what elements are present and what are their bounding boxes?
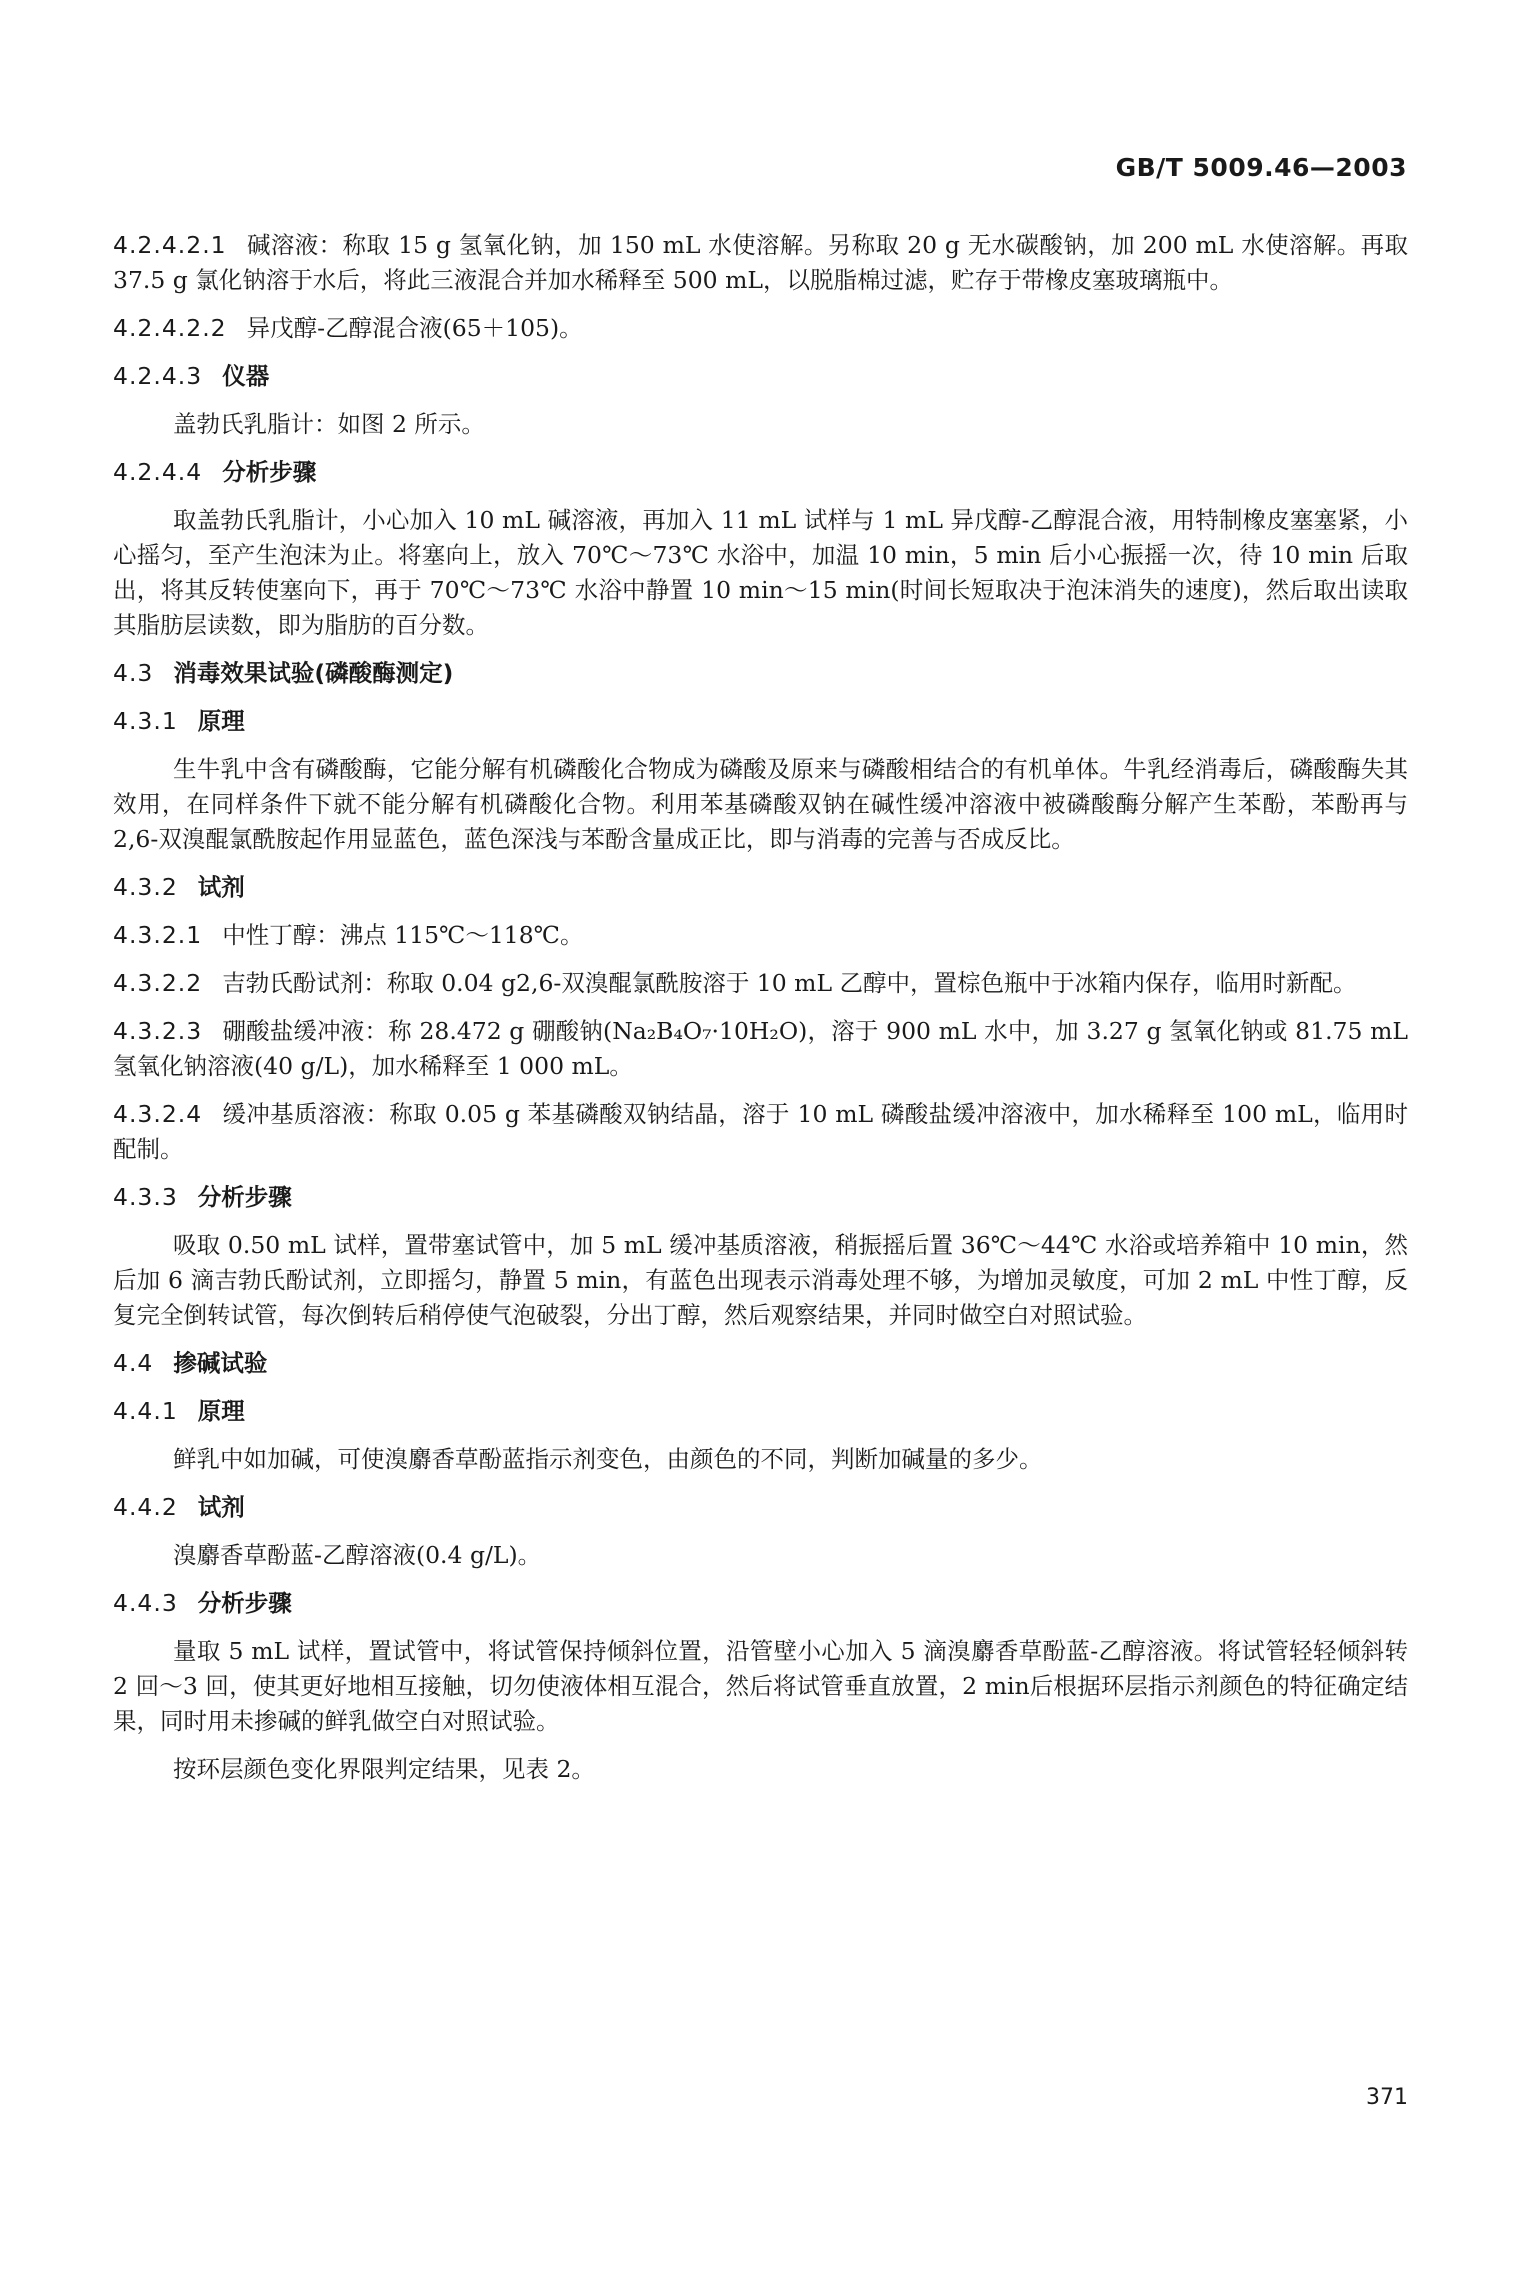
heading-title: 原理 — [197, 1397, 245, 1425]
clause-4-2-4-2-1 — [113, 228, 1408, 298]
clause-4-2-4-2-2 — [113, 311, 1408, 346]
heading-4-4-1 — [113, 1394, 1408, 1429]
clause-text: 硼酸盐缓冲液：称 28.472 g 硼酸钠(Na₂B₄O₇·10H₂O)，溶于 900 mL 水中，加 3.27 g 氢氧化钠或 81.75 mL 氢氧化钠溶液(40 g/L)，加水稀释至 1 000 mL。 — [113, 1017, 1408, 1080]
clause-number: 4.3.2.1 — [113, 921, 203, 949]
clause-number: 4.3 — [113, 659, 154, 687]
heading-title: 掺碱试验 — [173, 1349, 268, 1377]
clause-number: 4.3.2.3 — [113, 1017, 203, 1045]
clause-4-3-2-1 — [113, 918, 1408, 953]
heading-4-3-2 — [113, 870, 1408, 905]
clause-4-3-2-3 — [113, 1014, 1408, 1084]
paragraph: 按环层颜色变化界限判定结果，见表 2。 — [173, 1755, 595, 1783]
heading-4-2-4-4 — [113, 455, 1408, 490]
clause-number: 4.2.4.2.2 — [113, 314, 227, 342]
heading-4-4-2 — [113, 1490, 1408, 1525]
heading-title: 试剂 — [197, 873, 245, 901]
clause-number: 4.3.3 — [113, 1183, 178, 1211]
paragraph: 溴麝香草酚蓝-乙醇溶液(0.4 g/L)。 — [173, 1541, 542, 1569]
heading-4-4 — [113, 1346, 1408, 1381]
heading-title: 分析步骤 — [197, 1183, 292, 1211]
clause-number: 4.2.4.3 — [113, 362, 203, 390]
clause-number: 4.2.4.4 — [113, 458, 203, 486]
clause-text: 吉勃氏酚试剂：称取 0.04 g2,6-双溴醌氯酰胺溶于 10 mL 乙醇中，置棕色瓶中于冰箱内保存，临用时新配。 — [222, 969, 1357, 997]
paragraph: 生牛乳中含有磷酸酶，它能分解有机磷酸化合物成为磷酸及原来与磷酸相结合的有机单体。牛乳经消毒后，磷酸酶失其效用，在同样条件下就不能分解有机磷酸化合物。利用苯基磷酸双钠在碱性缓冲溶液中被磷酸酶分解产生苯酚，苯酚再与 2,6-双溴醌氯酰胺起作用显蓝色，蓝色深浅与苯酚含量成正比，即与消毒的完善与否成反比。 — [113, 755, 1408, 853]
clause-number: 4.3.2 — [113, 873, 178, 901]
clause-number: 4.3.1 — [113, 707, 178, 735]
heading-title: 分析步骤 — [222, 458, 317, 486]
clause-number: 4.3.2.4 — [113, 1100, 203, 1128]
clause-number: 4.3.2.2 — [113, 969, 203, 997]
paragraph: 盖勃氏乳脂计：如图 2 所示。 — [173, 410, 485, 438]
clause-text: 缓冲基质溶液：称取 0.05 g 苯基磷酸双钠结晶，溶于 10 mL 磷酸盐缓冲溶液中，加水稀释至 100 mL，临用时配制。 — [113, 1100, 1408, 1163]
heading-4-4-3 — [113, 1586, 1408, 1621]
heading-4-3-1 — [113, 704, 1408, 739]
clause-4-3-2-2 — [113, 966, 1408, 1001]
clause-number: 4.4.3 — [113, 1589, 178, 1617]
heading-4-3-3 — [113, 1180, 1408, 1215]
clause-number: 4.2.4.2.1 — [113, 231, 227, 259]
clause-text: 碱溶液：称取 15 g 氢氧化钠，加 150 mL 水使溶解。另称取 20 g 无水碳酸钠，加 200 mL 水使溶解。再取 37.5 g 氯化钠溶于水后，将此三液混合并加水稀释至 500 mL，以脱脂棉过滤，贮存于带橡皮塞玻璃瓶中。 — [113, 231, 1408, 294]
document-body — [113, 228, 1408, 1800]
paragraph: 取盖勃氏乳脂计，小心加入 10 mL 碱溶液，再加入 11 mL 试样与 1 mL 异戊醇-乙醇混合液，用特制橡皮塞塞紧，小心摇匀，至产生泡沫为止。将塞向上，放入 70℃～73℃ 水浴中，加温 10 min，5 min 后小心振摇一次，待 10 min 后取出，将其反转使塞向下，再于 70℃～73℃ 水浴中静置 10 min～15 min(时间长短取决于泡沫消失的速度)，然后取出读取其脂肪层读数，即为脂肪的百分数。 — [113, 506, 1408, 639]
clause-number: 4.4 — [113, 1349, 154, 1377]
heading-title: 分析步骤 — [197, 1589, 292, 1617]
heading-4-2-4-3 — [113, 359, 1408, 394]
clause-text: 异戊醇-乙醇混合液(65＋105)。 — [246, 314, 583, 342]
clause-number: 4.4.1 — [113, 1397, 178, 1425]
paragraph: 量取 5 mL 试样，置试管中，将试管保持倾斜位置，沿管壁小心加入 5 滴溴麝香草酚蓝-乙醇溶液。将试管轻轻倾斜转 2 回～3 回，使其更好地相互接触，切勿使液体相互混合，然后将试管垂直放置，2 min后根据环层指示剂颜色的特征确定结果，同时用未掺碱的鲜乳做空白对照试验。 — [113, 1637, 1408, 1735]
heading-title: 消毒效果试验(磷酸酶测定) — [173, 659, 454, 687]
heading-title: 原理 — [197, 707, 245, 735]
clause-number: 4.4.2 — [113, 1493, 178, 1521]
heading-title: 试剂 — [197, 1493, 245, 1521]
heading-4-3 — [113, 656, 1408, 691]
clause-text: 中性丁醇：沸点 115℃～118℃。 — [222, 921, 584, 949]
page-number: 371 — [1366, 2085, 1408, 2110]
clause-4-3-2-4 — [113, 1097, 1408, 1167]
standard-code: GB/T 5009.46—2003 — [1115, 153, 1407, 182]
heading-title: 仪器 — [222, 362, 270, 390]
paragraph: 吸取 0.50 mL 试样，置带塞试管中，加 5 mL 缓冲基质溶液，稍振摇后置 36℃～44℃ 水浴或培养箱中 10 min，然后加 6 滴吉勃氏酚试剂，立即摇匀，静置 5 min，有蓝色出现表示消毒处理不够，为增加灵敏度，可加 2 mL 中性丁醇，反复完全倒转试管，每次倒转后稍停使气泡破裂，分出丁醇，然后观察结果，并同时做空白对照试验。 — [113, 1231, 1408, 1329]
paragraph: 鲜乳中如加碱，可使溴麝香草酚蓝指示剂变色，由颜色的不同，判断加碱量的多少。 — [173, 1445, 1043, 1473]
